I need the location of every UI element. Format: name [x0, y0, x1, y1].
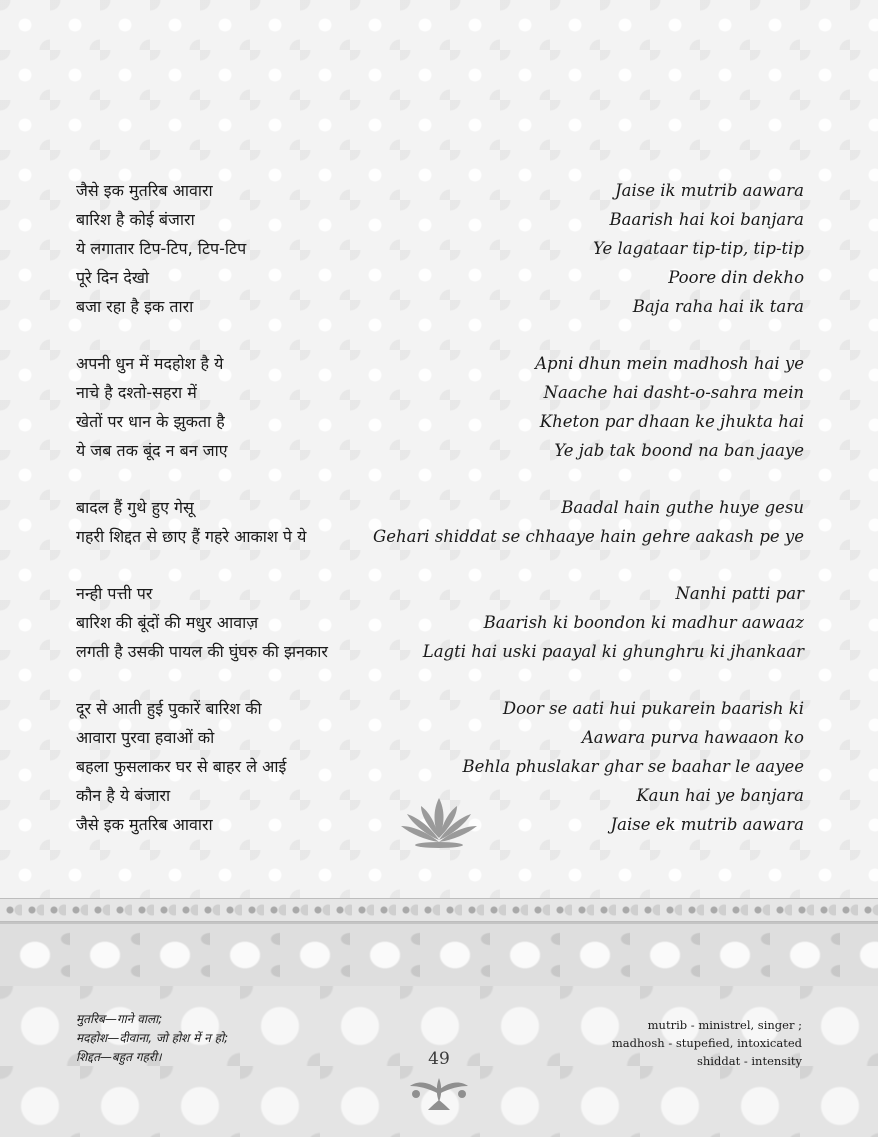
- hindi-line: खेतों पर धान के झुकता है: [76, 412, 225, 431]
- verse-line: [76, 608, 804, 637]
- roman-line: Aawara purva hawaaon ko: [581, 728, 804, 747]
- roman-line: Jaise ik mutrib aawara: [615, 181, 804, 200]
- hindi-line: लगती है उसकी पायल की घुंघरु की झनकार: [76, 642, 328, 661]
- glossary-hindi-entry: मदहोश—दीवाना, जो होश में न हो;: [76, 1031, 229, 1045]
- verse-line: [76, 407, 804, 436]
- hindi-line: ये लगातार टिप-टिप, टिप-टिप: [76, 239, 247, 258]
- hindi-line: नन्ही पत्ती पर: [76, 584, 153, 603]
- verse-line: [76, 522, 804, 551]
- verse-line: [76, 263, 804, 292]
- roman-line: Baadal hain guthe huye gesu: [561, 498, 804, 517]
- poem: [76, 176, 804, 867]
- hindi-line: बादल हैं गुथे हुए गेसू: [76, 498, 194, 517]
- ornament-band: [0, 922, 878, 988]
- roman-line: Ye lagataar tip-tip, tip-tip: [593, 239, 804, 258]
- roman-line: Lagti hai uski paayal ki ghunghru ki jhankaar: [422, 642, 804, 661]
- stanza-4: [76, 579, 804, 666]
- verse-line: [76, 292, 804, 321]
- verse-line: [76, 176, 804, 205]
- hindi-line: जैसे इक मुतरिब आवारा: [76, 181, 213, 200]
- flourish-icon: [406, 1072, 472, 1112]
- glossary-english-entry: shiddat - intensity: [697, 1054, 802, 1068]
- ornament-border: [0, 898, 878, 922]
- hindi-line: ये जब तक बूंद न बन जाए: [76, 441, 228, 460]
- roman-line: Door se aati hui pukarein baarish ki: [502, 699, 804, 718]
- roman-line: Naache hai dasht-o-sahra mein: [543, 383, 804, 402]
- hindi-line: नाचे है दश्तो-सहरा में: [76, 383, 197, 402]
- glossary-hindi-entry: शिद्दत—बहुत गहरी।: [76, 1050, 162, 1064]
- hindi-line: बहला फुसलाकर घर से बाहर ले आई: [76, 757, 287, 776]
- hindi-line: बजा रहा है इक तारा: [76, 297, 194, 316]
- hindi-line: आवारा पुरवा हवाओं को: [76, 728, 215, 747]
- stanza-3: [76, 493, 804, 551]
- roman-line: Poore din dekho: [668, 268, 804, 287]
- lotus-icon: [399, 794, 479, 850]
- verse-line: [76, 723, 804, 752]
- verse-line: [76, 752, 804, 781]
- verse-line: [76, 694, 804, 723]
- roman-line: Baarish hai koi banjara: [609, 210, 804, 229]
- stanza-2: [76, 349, 804, 465]
- verse-line: [76, 234, 804, 263]
- verse-line: [76, 205, 804, 234]
- glossary-english-entry: mutrib - ministrel, singer ;: [647, 1018, 802, 1032]
- hindi-line: जैसे इक मुतरिब आवारा: [76, 815, 213, 834]
- roman-line: Nanhi patti par: [675, 584, 804, 603]
- hindi-line: अपनी धुन में मदहोश है ये: [76, 354, 224, 373]
- hindi-line: दूर से आती हुई पुकारें बारिश की: [76, 699, 262, 718]
- hindi-line: गहरी शिद्दत से छाए हैं गहरे आकाश पे ये: [76, 527, 307, 546]
- verse-line: [76, 637, 804, 666]
- glossary-english-entry: madhosh - stupefied, intoxicated: [611, 1036, 802, 1050]
- hindi-line: पूरे दिन देखो: [76, 268, 150, 287]
- verse-line: [76, 349, 804, 378]
- roman-line: Ye jab tak boond na ban jaaye: [554, 441, 804, 460]
- roman-line: Behla phuslakar ghar se baahar le aayee: [462, 757, 804, 776]
- page-number: 49: [428, 1049, 450, 1069]
- hindi-line: बारिश है कोई बंजारा: [76, 210, 195, 229]
- verse-line: [76, 493, 804, 522]
- roman-line: Kheton par dhaan ke jhukta hai: [539, 412, 804, 431]
- hindi-line: कौन है ये बंजारा: [76, 786, 171, 805]
- roman-line: Kaun hai ye banjara: [636, 786, 804, 805]
- hindi-line: बारिश की बूंदों की मधुर आवाज़: [76, 613, 259, 632]
- roman-line: Baja raha hai ik tara: [632, 297, 804, 316]
- roman-line: Apni dhun mein madhosh hai ye: [535, 354, 804, 373]
- verse-line: [76, 579, 804, 608]
- verse-line: [76, 436, 804, 465]
- glossary-hindi-entry: मुतरिब—गाने वाला;: [76, 1012, 163, 1026]
- roman-line: Baarish ki boondon ki madhur aawaaz: [483, 613, 804, 632]
- roman-line: Jaise ek mutrib aawara: [610, 815, 804, 834]
- stanza-1: [76, 176, 804, 321]
- roman-line: Gehari shiddat se chhaaye hain gehre aakash pe ye: [373, 527, 804, 546]
- verse-line: [76, 378, 804, 407]
